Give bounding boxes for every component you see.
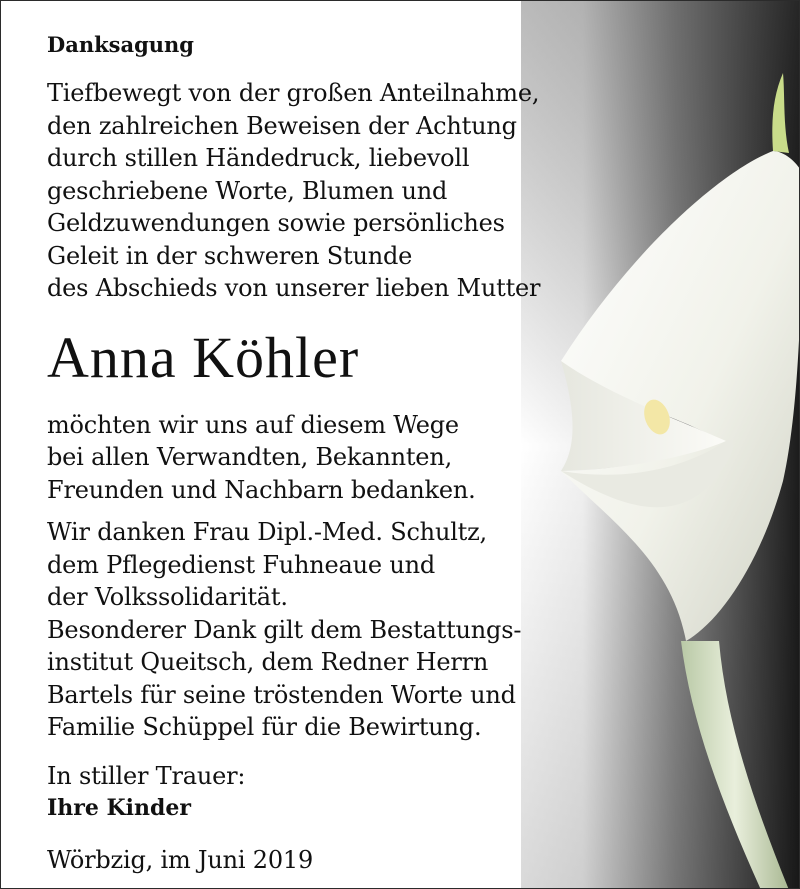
deceased-name: Anna Köhler	[47, 324, 360, 390]
thanks-paragraph	[47, 409, 567, 507]
notice-heading: Danksagung	[47, 32, 194, 57]
intro-line: Geldzuwendungen sowie persönliches	[47, 209, 505, 237]
special-line: Bartels für seine tröstenden Worte und	[47, 680, 516, 709]
intro-line: durch stillen Händedruck, liebevoll	[47, 144, 470, 172]
special-line: institut Queitsch, dem Redner Herrn	[47, 648, 489, 676]
intro-line: geschriebene Worte, Blumen und	[47, 176, 448, 205]
special-line: Familie Schüppel für die Bewirtung.	[47, 713, 482, 741]
intro-line: des Abschieds von unserer lieben Mutter	[47, 274, 541, 302]
thanks-line: möchten wir uns auf diesem Wege	[47, 410, 459, 439]
thanks-line: Freunden und Nachbarn bedanken.	[47, 475, 476, 504]
signed-by: Ihre Kinder	[47, 795, 191, 821]
intro-line: den zahlreichen Beweisen der Achtung	[47, 111, 517, 140]
intro-paragraph	[47, 77, 567, 305]
intro-line: Geleit in der schweren Stunde	[47, 241, 413, 270]
notice-text	[47, 29, 567, 877]
place-date: Wörbzig, im Juni 2019	[47, 846, 314, 874]
special-line: dem Pflegedienst Fuhneaue und	[47, 550, 436, 579]
special-line: Besonderer Dank gilt dem Bestattungs-	[47, 615, 522, 644]
intro-line: Tiefbewegt von der großen Anteilnahme,	[47, 79, 540, 107]
special-line: der Volkssolidarität.	[47, 583, 288, 611]
special-line: Wir danken Frau Dipl.-Med. Schultz,	[47, 518, 487, 546]
thanks-line: bei allen Verwandten, Bekannten,	[47, 443, 452, 471]
special-thanks-paragraph	[47, 516, 567, 744]
mourning-label: In stiller Trauer:	[47, 761, 246, 790]
